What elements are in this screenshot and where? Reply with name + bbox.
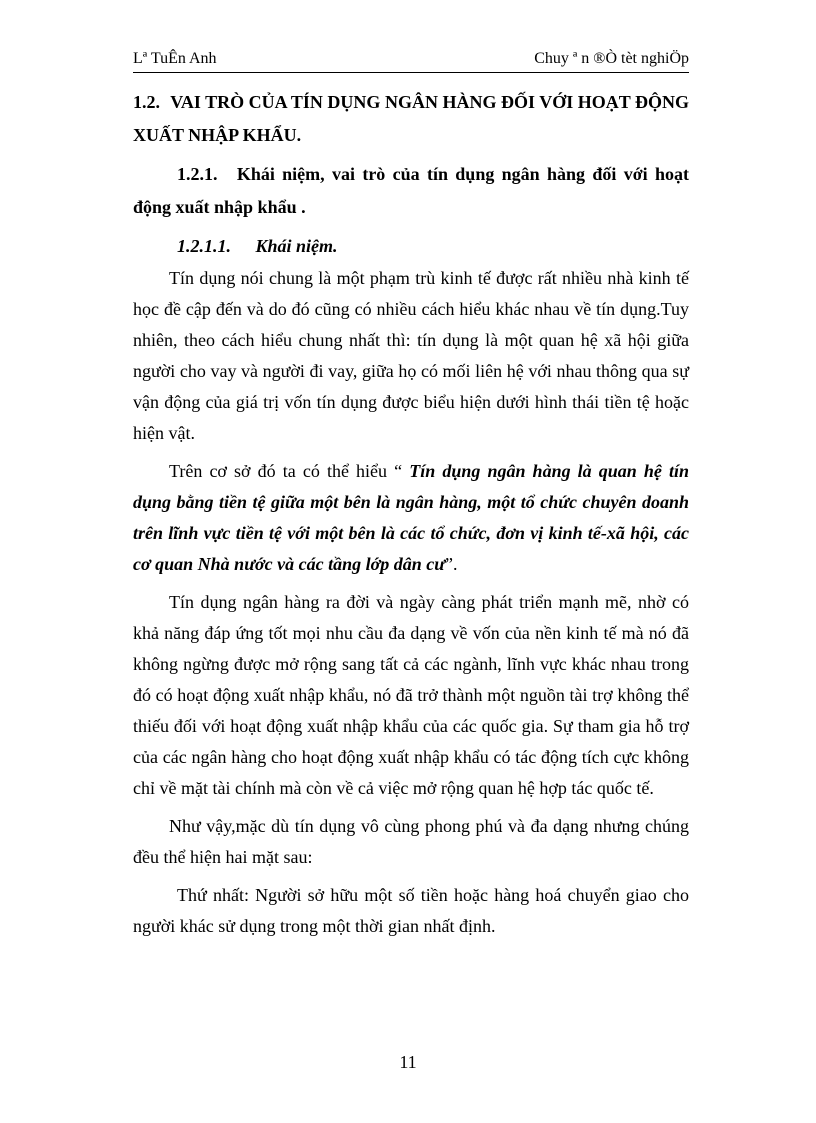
header-document-type: Chuy ª n ®Ò tèt nghiÖp [534, 50, 689, 67]
paragraph-first-aspect: Thứ nhất: Người sở hữu một số tiền hoặc hàng hoá chuyển giao cho người khác sử dụng trong một thời gian nhất định. [133, 885, 689, 936]
subsubsection-title: Khái niệm. [255, 236, 338, 256]
definition-close: ”. [445, 554, 458, 574]
paragraph-bank-credit-definition [133, 456, 689, 580]
paragraph-two-aspects: Như vậy,mặc dù tín dụng vô cùng phong phú và đa dạng nhưng chúng đều thể hiện hai mặt sau: [133, 816, 689, 867]
header-author: Lª TuÊn Anh [133, 50, 217, 67]
page-body [133, 86, 689, 949]
section-heading [133, 86, 689, 152]
paragraph-credit-general: Tín dụng nói chung là một phạm trù kinh tế được rất nhiều nhà kinh tế học đề cập đến và do đó cũng có nhiều cách hiểu khác nhau về tín dụng.Tuy nhiên, theo cách hiểu chung nhất thì: tín dụng là một quan hệ xã hội giữa người cho vay và người đi vay, giữa họ có mối liên hệ với nhau thông qua sự vận động của giá trị vốn tín dụng được biểu hiện dưới hình thái tiền tệ hoặc hiện vật. [133, 268, 689, 443]
definition-lead: Trên cơ sở đó ta có thể hiểu “ [169, 461, 410, 481]
section-title: VAI TRÒ CỦA TÍN DỤNG NGÂN HÀNG ĐỐI VỚI HOẠT ĐỘNG XUẤT NHẬP KHẨU. [133, 92, 689, 145]
definition-text: Tín dụng ngân hàng là quan hệ tín dụng bằng tiền tệ giữa một bên là ngân hàng, một tổ chức chuyên doanh trên lĩnh vực tiền tệ với một bên là các tổ chức, đơn vị kinh tế-xã hội, các cơ quan Nhà nước và các tầng lớp dân cư [133, 461, 690, 574]
subsubsection-heading [133, 230, 689, 263]
subsection-number: 1.2.1. [177, 164, 218, 184]
section-number: 1.2. [133, 92, 160, 112]
subsection-title: Khái niệm, vai trò của tín dụng ngân hàng đối với hoạt động xuất nhập khẩu . [133, 164, 689, 217]
subsubsection-number: 1.2.1.1. [177, 236, 231, 256]
page-number: 11 [399, 1052, 417, 1072]
running-header [133, 48, 689, 73]
paragraph-bank-credit-role: Tín dụng ngân hàng ra đời và ngày càng phát triển mạnh mẽ, nhờ có khả năng đáp ứng tốt mọi nhu cầu đa dạng về vốn của nền kinh tế mà nó đã không ngừng được mở rộng sang tất cả các ngành, lĩnh vực khác nhau trong đó có hoạt động xuất nhập khẩu, nó đã trở thành một nguồn tài trợ không thể thiếu đối với hoạt động xuất nhập khẩu của các quốc gia. Sự tham gia hỗ trợ của các ngân hàng cho hoạt động xuất nhập khẩu có tác động tích cực không chỉ về mặt tài chính mà còn về cả việc mở rộng quan hệ hợp tác quốc tế. [133, 592, 689, 798]
subsection-heading [133, 158, 689, 224]
